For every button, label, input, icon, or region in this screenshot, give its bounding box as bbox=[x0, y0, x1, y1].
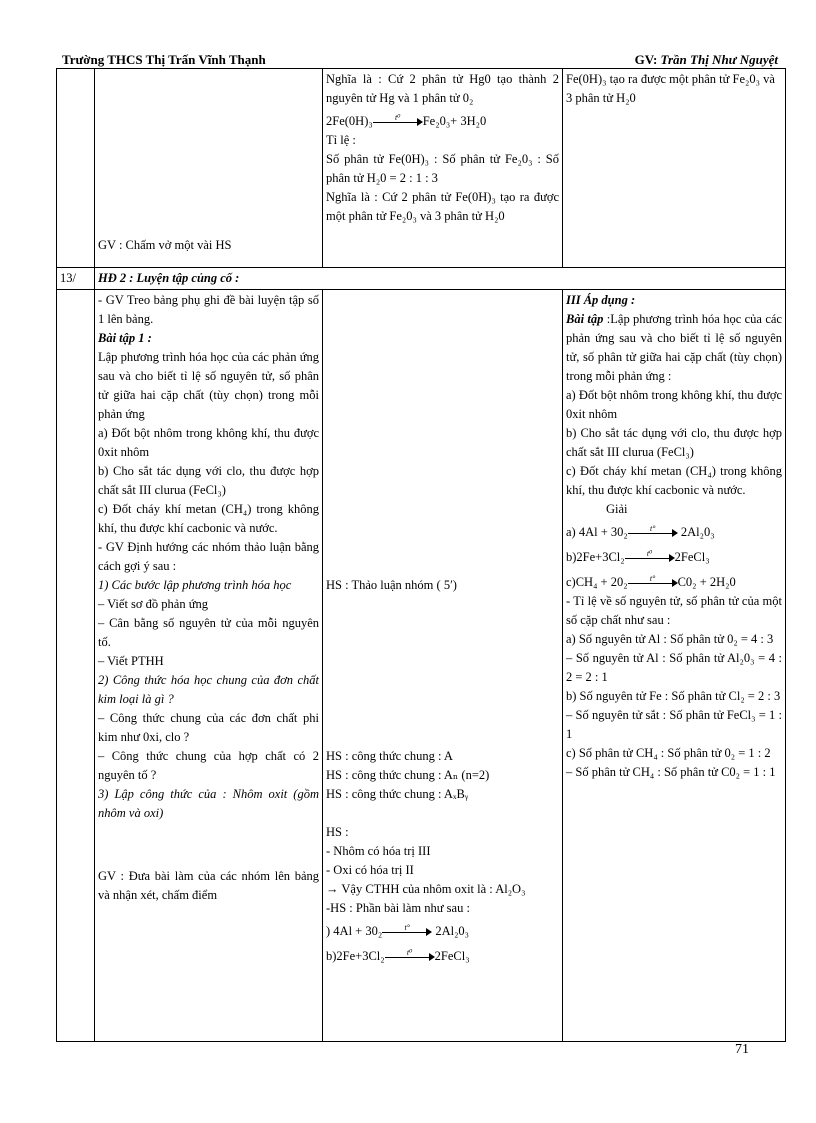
text: - Oxi có hóa trị II bbox=[326, 863, 414, 877]
page-number: 71 bbox=[735, 1042, 749, 1057]
text: – Số nguyên tử Al : Số phân tử Al₂0₃ = 4 : 2 = 2 : 1 bbox=[566, 651, 782, 684]
text: -HS : Phần bài làm như sau : bbox=[326, 901, 470, 915]
equation: b)2Fe+3Cl₂ t⁰ 2FeCl₃ bbox=[326, 948, 470, 963]
meaning-text: Nghĩa là : Cứ 2 phân tử Fe(0H)₃ tạo ra được một phân tử Fe₂0₃ và 3 phân tử H₂0 bbox=[326, 190, 559, 223]
student-activity-cell bbox=[323, 69, 563, 268]
reaction-arrow-icon: t⁰ bbox=[385, 951, 435, 963]
text: – Viết sơ đồ phản ứng bbox=[98, 597, 208, 611]
text: HS : Thảo luận nhóm ( 5′) bbox=[326, 578, 457, 592]
text: – Công thức chung của các đơn chất phi kim như 0xi, clo ? bbox=[98, 711, 319, 744]
time-cell: 13/ bbox=[57, 268, 95, 290]
text: a) Đốt bột nhôm trong không khí, thu được 0xit nhôm bbox=[566, 388, 782, 421]
teacher-activity-cell bbox=[95, 69, 323, 268]
text: - Tỉ lệ về số nguyên tử, số phân tử của một số cặp chất như sau : bbox=[566, 594, 782, 627]
text: → Vậy CTHH của nhôm oxit là : Al₂O₃ bbox=[326, 882, 526, 896]
reaction-arrow-icon: t° bbox=[628, 527, 678, 539]
solution-label: Giải bbox=[606, 502, 628, 516]
ratio-text: Số phân tử Fe(0H)₃ : Số phân tử Fe₂0₃ : Số phân tử H₂0 = 2 : 1 : 3 bbox=[326, 152, 559, 185]
teacher-name: Trần Thị Như Nguyệt bbox=[660, 52, 778, 67]
text: - GV Treo bảng phụ ghi đề bài luyện tập số 1 lên bảng. bbox=[98, 293, 319, 326]
text: HS : bbox=[326, 825, 349, 839]
equation: b)2Fe+3Cl₂ t⁰ 2FeCl₃ bbox=[566, 549, 710, 564]
text: c) Số phân tử CH₄ : Số phân tử 0₂ = 1 : 2 bbox=[566, 746, 771, 760]
activity-title bbox=[95, 268, 786, 290]
text: – Số phân tử CH₄ : Số phân tử C0₂ = 1 : 1 bbox=[566, 765, 776, 779]
reaction-arrow-icon: t° bbox=[382, 926, 432, 938]
table-row bbox=[57, 69, 786, 268]
text: a) Đốt bột nhôm trong không khí, thu được 0xit nhôm bbox=[98, 426, 319, 459]
teacher-header bbox=[635, 52, 778, 68]
table-row bbox=[57, 290, 786, 1042]
text: – Công thức chung của hợp chất có 2 nguyên tố ? bbox=[98, 749, 319, 782]
text: - Nhôm có hóa trị III bbox=[326, 844, 431, 858]
student-activity-cell bbox=[323, 290, 563, 1042]
text: a) Số nguyên tử Al : Số phân tử 0₂ = 4 : 3 bbox=[566, 632, 774, 646]
question: 3) Lập công thức của : Nhôm oxit (gồm nhôm và oxi) bbox=[98, 787, 319, 820]
teacher-note: GV : Chấm vở một vài HS bbox=[98, 238, 232, 252]
question: 2) Công thức hóa học chung của đơn chất kim loại là gì ? bbox=[98, 673, 319, 706]
reaction-arrow-icon: t⁰ bbox=[625, 552, 675, 564]
activity-label: HĐ 2 bbox=[98, 271, 130, 285]
text: GV : Đưa bài làm của các nhóm lên bảng và nhận xét, chấm điểm bbox=[98, 869, 319, 902]
text: b) Cho sắt tác dụng với clo, thu được hợp chất sắt III clurua (FeCl₃) bbox=[566, 426, 782, 459]
text: c) Đốt cháy khí metan (CH₄) trong không khí, thu được khí cacbonic và nước. bbox=[98, 502, 319, 535]
activity-name: : Luyện tập củng cố : bbox=[129, 271, 240, 285]
table-row bbox=[57, 268, 786, 290]
reaction-arrow-icon: t° bbox=[628, 577, 678, 589]
text: – Viết PTHH bbox=[98, 654, 164, 668]
content-text: Fe(0H)₃ tạo ra được một phân tử Fe₂0₃ và 3 phân tử H₂0 bbox=[566, 72, 775, 105]
reaction-arrow-icon: t⁰ bbox=[373, 116, 423, 128]
equation: ) 4Al + 30₂ t° 2Al₂0₃ bbox=[326, 923, 470, 938]
text: HS : công thức chung : AₓBᵧ bbox=[326, 787, 469, 801]
content-cell bbox=[563, 69, 786, 268]
text: c) Đốt cháy khí metan (CH₄) trong không khí, thu được khí cacbonic và nước. bbox=[566, 464, 782, 497]
teacher-label: GV: bbox=[634, 52, 661, 67]
equation: c)CH₄ + 20₂ t° C0₂ + 2H₂0 bbox=[566, 574, 736, 589]
text: Lập phương trình hóa học của các phản ứng sau và cho biết tỉ lệ số nguyên tử, số phân tử giữa hai cặp chất (tùy chọn) trong mỗi phản ứng bbox=[98, 350, 319, 421]
section-heading: III Áp dụng : bbox=[566, 293, 636, 307]
text: HS : công thức chung : Aₙ (n=2) bbox=[326, 768, 490, 782]
text: b) Số nguyên tử Fe : Số phân tử Cl₂ = 2 : 3 bbox=[566, 689, 781, 703]
school-name: Trường THCS Thị Trấn Vĩnh Thạnh bbox=[62, 52, 266, 67]
equation: a) 4Al + 30₂ t° 2Al₂0₃ bbox=[566, 524, 715, 539]
lesson-table bbox=[56, 68, 786, 1042]
text: - GV Định hướng các nhóm thảo luận bằng cách gợi ý sau : bbox=[98, 540, 319, 573]
text: HS : công thức chung : A bbox=[326, 749, 453, 763]
ratio-label: Tỉ lệ : bbox=[326, 133, 356, 147]
meaning-text: Nghĩa là : Cứ 2 phân tử Hg0 tạo thành 2 nguyên tử Hg và 1 phân tử 0₂ bbox=[326, 72, 559, 105]
equation: 2Fe(0H)₃ t⁰ Fe₂0₃+ 3H₂0 bbox=[326, 113, 487, 128]
text: b) Cho sắt tác dụng với clo, thu được hợp chất sắt III clurua (FeCl₃) bbox=[98, 464, 319, 497]
question: 1) Các bước lập phương trình hóa học bbox=[98, 578, 292, 592]
time-cell bbox=[57, 69, 95, 268]
content-cell bbox=[563, 290, 786, 1042]
text: – Cân bằng số nguyên tử của mỗi nguyên tố. bbox=[98, 616, 319, 649]
teacher-activity-cell bbox=[95, 290, 323, 1042]
time-cell bbox=[57, 290, 95, 1042]
exercise-heading: Bài tập 1 : bbox=[98, 331, 152, 345]
text: – Số nguyên tử sắt : Số phân tử FeCl₃ = 1 : 1 bbox=[566, 708, 782, 741]
text: Bài tập :Lập phương trình hóa học của các phản ứng sau và cho biết tỉ lệ số nguyên tử, số phân tử giữa hai cặp chất (tùy chọn) trong mỗi phản ứng : bbox=[566, 312, 782, 383]
